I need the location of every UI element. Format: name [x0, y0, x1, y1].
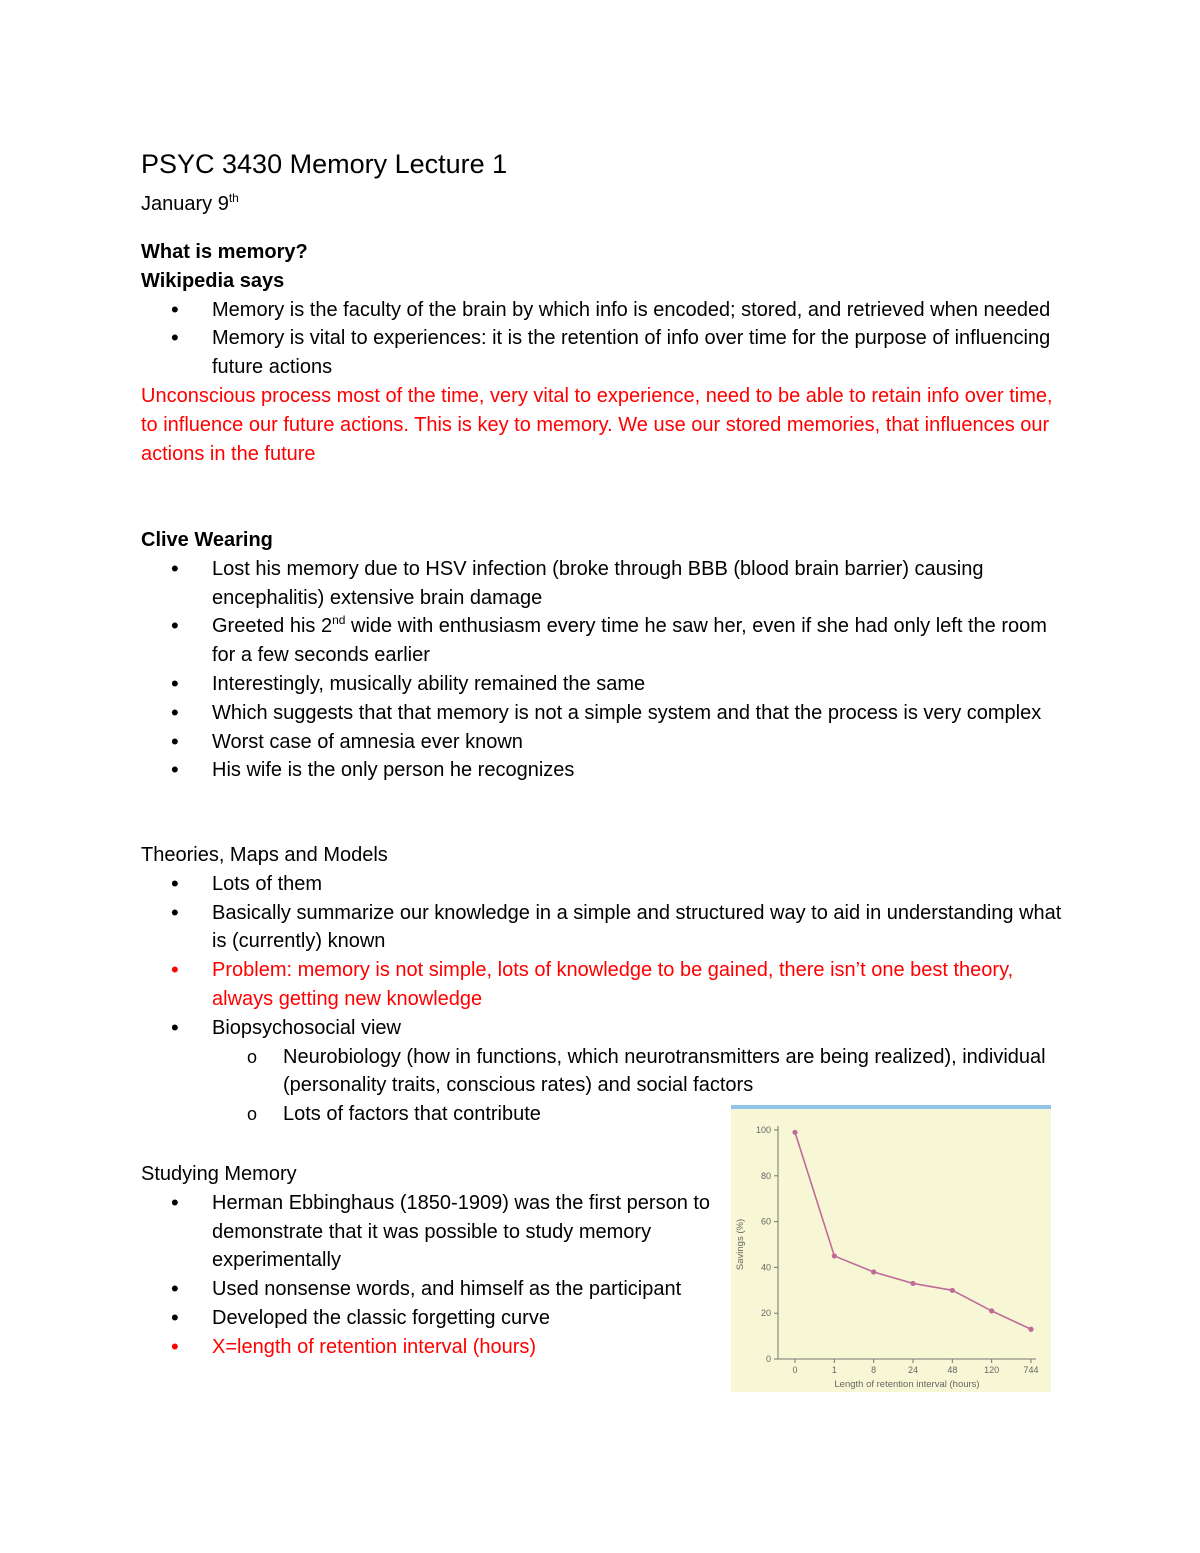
x-axis-title: Length of retention interval (hours): [834, 1379, 980, 1390]
list-item: • His wife is the only person he recognizes: [141, 756, 1071, 785]
heading-studying-memory: Studying Memory: [141, 1163, 297, 1185]
clive-bullets: [141, 555, 1071, 785]
list-item: • Memory is vital to experiences: it is the retention of info over time for the purpose of influencing future actions: [141, 324, 1071, 382]
heading-clive-wearing: Clive Wearing: [141, 529, 273, 551]
heading-what-is-memory: What is memory?: [141, 241, 308, 263]
x-tick-label: 24: [907, 1365, 919, 1375]
x-tick-label: 744: [1023, 1365, 1039, 1375]
sub-list-item: o Neurobiology (how in functions, which neurotransmitters are being realized), individual (personality traits, conscious rates) and social factors: [212, 1043, 1071, 1101]
y-tick-label: 100: [755, 1125, 771, 1135]
list-item: • Basically summarize our knowledge in a simple and structured way to aid in understanding what is (currently) known: [141, 899, 1071, 957]
data-point: [910, 1281, 915, 1286]
list-item: • Which suggests that that memory is not a simple system and that the process is very complex: [141, 699, 1071, 728]
biopsychosocial-label: • Biopsychosocial view: [212, 1016, 401, 1039]
section-clive-wearing: [141, 526, 1071, 785]
chart-background: [731, 1105, 1051, 1392]
list-item: • Worst case of amnesia ever known: [141, 728, 1071, 757]
list-item: • Developed the classic forgetting curve: [141, 1304, 711, 1333]
list-item: • Lots of them: [141, 870, 1071, 899]
chart-top-border: [731, 1105, 1051, 1109]
sub-list-item: o Lots of factors that contribute: [212, 1100, 1071, 1129]
x-tick-label: 0: [792, 1365, 798, 1375]
list-item-problem: • Problem: memory is not simple, lots of knowledge to be gained, there isn’t one best theory, always getting new knowledge: [141, 956, 1071, 1014]
x-tick-label: 1: [831, 1365, 837, 1375]
forgetting-curve-chart: [731, 1105, 1051, 1392]
data-point: [1028, 1327, 1033, 1332]
list-item: • Used nonsense words, and himself as the participant: [141, 1275, 711, 1304]
list-item: • Interestingly, musically ability remained the same: [141, 670, 1071, 699]
y-tick-label: 20: [760, 1308, 771, 1319]
section-what-is-memory: [141, 238, 1071, 468]
data-point: [950, 1288, 955, 1293]
list-item: • Lost his memory due to HSV infection (broke through BBB (blood brain barrier) causing encephalitis) extensive brain damage: [141, 555, 1071, 613]
page-title: PSYC 3430 Memory Lecture 1: [141, 149, 508, 179]
data-point: [792, 1130, 797, 1135]
y-tick-label: 40: [760, 1262, 771, 1273]
y-tick-label: 60: [760, 1216, 771, 1227]
date-suffix: th: [228, 191, 239, 205]
note-unconscious: Unconscious process most of the time, very vital to experience, need to be able to retain info over time, to influence our future actions. This is key to memory. We use our stored memories, that influences our actions in the future: [141, 384, 1053, 465]
lecture-date: [141, 185, 239, 217]
list-item: [141, 612, 1071, 670]
date-text: January 9: [141, 193, 229, 215]
y-tick-label: 80: [760, 1170, 771, 1181]
wikipedia-bullets: [141, 296, 1071, 382]
y-axis-title: Savings (%): [735, 1218, 746, 1271]
x-tick-label: 8: [871, 1365, 877, 1375]
list-item: • Herman Ebbinghaus (1850-1909) was the first person to demonstrate that it was possible to study memory experimentally: [141, 1189, 711, 1275]
theories-bullets: [141, 870, 1071, 1129]
x-tick-label: 120: [984, 1365, 1000, 1375]
greeted-text-post: wide with enthusiasm every time he saw her, even if she had only left the room for a few seconds earlier: [212, 615, 1047, 667]
list-item-x-axis: • X=length of retention interval (hours): [141, 1333, 711, 1362]
section-studying-memory: [141, 1160, 711, 1362]
studying-bullets: [141, 1189, 711, 1362]
data-point: [832, 1253, 837, 1258]
y-tick-label: 0: [765, 1354, 771, 1364]
section-theories: [141, 841, 1071, 1129]
heading-theories: Theories, Maps and Models: [141, 844, 388, 866]
list-item: • Memory is the faculty of the brain by which info is encoded; stored, and retrieved when needed: [141, 296, 1071, 325]
x-tick-label: 48: [947, 1365, 958, 1375]
subheading-wikipedia: Wikipedia says: [141, 269, 285, 292]
ordinal-suffix: nd: [332, 613, 346, 628]
greeted-text-pre: Greeted his 2: [212, 615, 333, 638]
data-point: [871, 1269, 876, 1274]
data-point: [989, 1308, 994, 1313]
